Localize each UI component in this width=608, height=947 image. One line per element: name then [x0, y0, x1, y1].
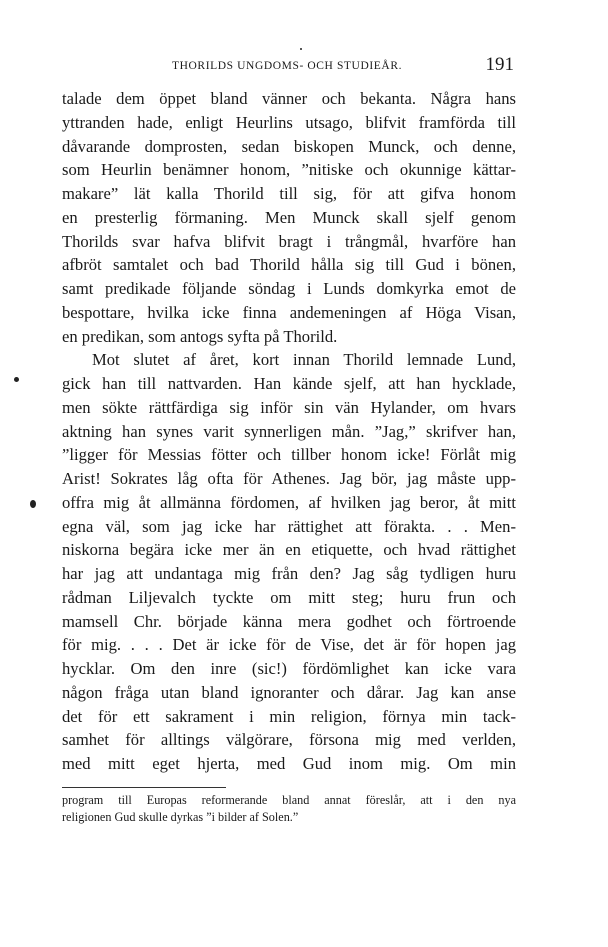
footnote-rule — [62, 787, 226, 788]
paragraph-end-line: en predikan, som antogs syfta på Thorild. — [62, 326, 338, 346]
text-line: men sökte rättfärdiga sig inför sin vän Hylander, om hvars — [62, 397, 516, 417]
footnote-line: religionen Gud skulle dyrkas ”i bilder af Solen.” — [62, 810, 299, 824]
text-line: en presterlig förmaning. Men Munck skall sjelf genom — [62, 207, 516, 227]
text-line: ”ligger för Messias fötter och tillber honom icke! Förlåt mig — [62, 445, 516, 465]
footnote — [62, 792, 516, 826]
text-line: afbröt samtalet och bad Thorild hålla sig till Gud i bönen, — [62, 255, 516, 275]
text-line: bespottare, hvilka icke finna andemeningen af Höga Visan, — [62, 302, 516, 322]
page-header — [62, 54, 516, 80]
ink-speck — [30, 500, 36, 508]
text-line: aktning han synes varit synnerligen mån. ”Jag,” skrifver han, — [62, 421, 516, 441]
footnote-line: program till Europas reformerande bland annat föreslår, att i den nya — [62, 793, 516, 807]
text-line: Arist! Sokrates låg ofta för Athenes. Jag bör, jag måste upp- — [62, 469, 516, 488]
body-text — [62, 87, 516, 776]
text-line: makare” lät kalla Thorild till sig, för att gifva honom — [62, 184, 516, 203]
text-line: någon fråga utan bland ignoranter och dårar. Jag kan anse — [62, 682, 516, 702]
running-title: THORILDS UNGDOMS- OCH STUDIEÅR. — [172, 60, 403, 72]
text-line: talade dem öppet bland vänner och bekanta. Några hans — [62, 89, 516, 108]
paragraph-start-line: Mot slutet af året, kort innan Thorild lemnade Lund, — [92, 350, 516, 370]
ink-speck — [300, 48, 302, 50]
text-line: yttranden hade, enligt Heurlins utsago, blifvit framförda till — [62, 112, 516, 132]
text-line: egna väl, som jag icke har rättighet att förakta. . . Men- — [62, 516, 516, 536]
text-line: offra mig åt allmänna fördomen, af hvilken jag beror, åt mitt — [62, 492, 516, 512]
text-line: samt predikade följande söndag i Lunds domkyrka emot de — [62, 279, 516, 298]
text-line: mamsell Chr. började känna mera godhet och förtroende — [62, 611, 516, 631]
text-line: gick han till nattvarden. Han kände sjelf, att han hycklade, — [62, 374, 516, 393]
text-line: för mig. . . . Det är icke för de Vise, det är för hopen jag — [62, 635, 516, 655]
text-line: som Heurlin benämner honom, ”nitiske och okunnige kättar- — [62, 160, 516, 180]
text-line: har jag att undantaga mig från den? Jag såg tydligen huru — [62, 564, 516, 583]
text-line: dåvarande domprosten, sedan biskopen Munck, och denne, — [62, 136, 516, 156]
text-line: det för ett sakrament i min religion, förnya min tack- — [62, 706, 516, 726]
text-line: niskorna begära icke mer än en etiquette, och hvad rättighet — [62, 540, 516, 560]
text-line: hycklar. Om den inre (sic!) fördömlighet kan icke vara — [62, 659, 516, 678]
text-line: rådman Liljevalch tyckte om mitt steg; huru frun och — [62, 587, 516, 607]
text-line: Thorilds svar hafva blifvit bragt i trångmål, hvarföre han — [62, 231, 516, 251]
text-line: samhet för alltings välgörare, försona mig med verlden, — [62, 730, 516, 750]
ink-speck — [14, 377, 19, 382]
text-line: med mitt eget hjerta, med Gud inom mig. Om min — [62, 754, 516, 773]
page-number: 191 — [485, 54, 514, 75]
